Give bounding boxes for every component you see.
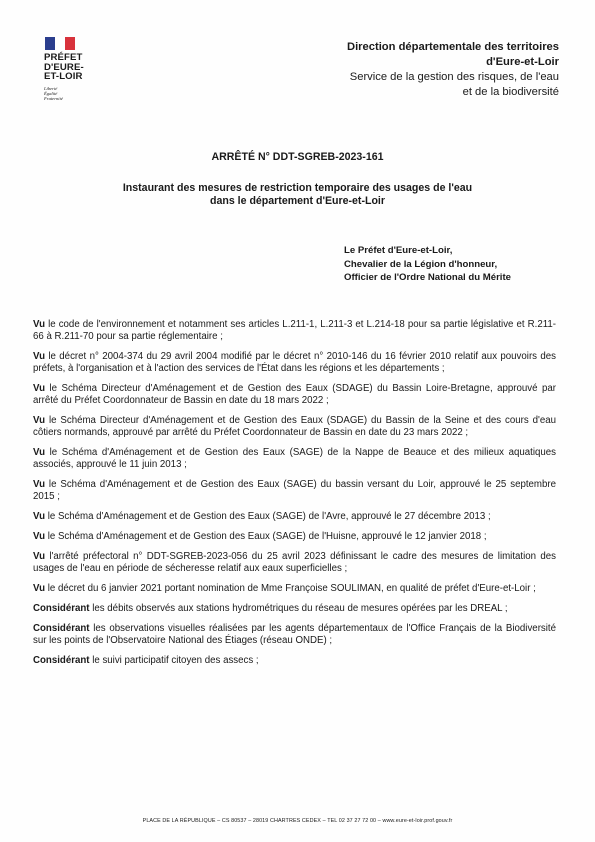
logo-title-line: PRÉFET: [44, 52, 83, 63]
considerant-keyword: Considérant: [33, 655, 90, 667]
prefet-line: Chevalier de la Légion d'honneur,: [344, 258, 498, 270]
prefet-line: Officier de l'Ordre National du Mérite: [344, 272, 512, 283]
arrete-title: [0, 182, 595, 208]
considerant-keyword: Vu: [33, 551, 46, 563]
logo-title: [44, 53, 104, 82]
considerant-paragraph: [33, 531, 556, 543]
considerant-keyword: Vu: [33, 531, 46, 543]
motto-line: Liberté: [44, 85, 58, 91]
considerant-text: le Schéma d'Aménagement et de Gestion des Eaux (SAGE) du bassin versant du Loir, approuvé le 25 septembre 2015 ;: [33, 479, 556, 502]
considerant-paragraph: [33, 655, 556, 667]
considerant-paragraph: [33, 447, 556, 471]
considerant-text: le code de l'environnement et notamment ses articles L.211-1, L.211-3 et L.214-18 pour sa partie législative et R.211-66 à R.211-70 pour sa partie réglementaire ;: [33, 319, 556, 342]
considerant-text: le décret n° 2004-374 du 29 avril 2004 modifié par le décret n° 2010-146 du 16 février 2010 relatif aux pouvoirs des préfets, à l'organisation et à l'action des services de l'État dans les régions et les départements ;: [33, 351, 556, 374]
considerant-keyword: Vu: [33, 511, 46, 522]
arrete-number: ARRÊTÉ N° DDT-SGREB-2023-161: [211, 151, 384, 163]
considerant-text: le suivi participatif citoyen des assecs ;: [89, 655, 259, 667]
page-footer: PLACE DE LA RÉPUBLIQUE – CS 80537 – 28019 CHARTRES CEDEX – TEL 02 37 27 72 00 – www.eure-et-loir.prof.gouv.fr: [142, 818, 453, 824]
considerant-text: le décret du 6 janvier 2021 portant nomination de Mme Françoise SOULIMAN, en qualité de préfet d'Eure-et-Loir ;: [45, 583, 536, 595]
considerant-paragraph: [33, 583, 556, 595]
considerant-keyword: Vu: [33, 319, 46, 330]
prefecture-logo: [44, 37, 104, 101]
republic-motto: [44, 86, 104, 101]
considerant-text: le Schéma d'Aménagement et de Gestion des Eaux (SAGE) de la Nappe de Beauce et des milieux aquatiques associés, approuvé le 11 juin 2013 ;: [33, 447, 556, 470]
considerant-paragraph: [33, 319, 556, 343]
service-line: d'Eure-et-Loir: [486, 56, 559, 68]
considerant-text: le Schéma Directeur d'Aménagement et de Gestion des Eaux (SDAGE) du Bassin de la Seine et des cours d'eau côtiers normands, approuvé par arrêté du Préfet Coordonnateur de Bassin en date du 23 mars 2022 ;: [33, 415, 556, 438]
considerant-paragraph: [33, 479, 556, 503]
motto-line: Égalité: [44, 90, 58, 96]
arrete-title-line: Instaurant des mesures de restriction temporaire des usages de l'eau: [122, 182, 473, 194]
arrete-title-line: dans le département d'Eure-et-Loir: [210, 195, 385, 207]
considerant-text: les observations visuelles réalisées par les agents départementaux de l'Office Français de la Biodiversité sur les points de l'Observatoire National des Étiages (réseau ONDE) ;: [33, 623, 556, 647]
considerant-text: le Schéma Directeur d'Aménagement et de Gestion des Eaux (SDAGE) du Bassin Loire-Bretagne, approuvé par arrêté du Préfet Coordonnateur de Bassin en date du 18 mars 2022 ;: [33, 383, 556, 406]
prefet-titles: [344, 244, 511, 285]
considerant-keyword: Vu: [33, 447, 46, 458]
french-flag-icon: [45, 37, 75, 50]
service-line: Direction départementale des territoires: [346, 41, 559, 53]
considerant-paragraph: [33, 383, 556, 407]
service-line: Service de la gestion des risques, de l'eau: [349, 71, 559, 83]
considerant-paragraph: [33, 603, 556, 615]
considerant-keyword: Considérant: [33, 603, 90, 615]
prefet-line: Le Préfet d'Eure-et-Loir,: [344, 245, 453, 256]
considerant-text: les débits observés aux stations hydrométriques du réseau de mesures opérées par les DREAL ;: [89, 603, 508, 615]
considerant-text: le Schéma d'Aménagement et de Gestion des Eaux (SAGE) de l'Avre, approuvé le 27 décembre 2013 ;: [45, 511, 491, 522]
logo-title-line: ET-LOIR: [44, 71, 83, 83]
considerant-text: l'arrêté préfectoral n° DDT-SGREB-2023-056 du 25 avril 2023 définissant le cadre des mesures de limitation des usages de l'eau en période de sécheresse relatif aux eaux superficielles ;: [33, 551, 556, 575]
considerant-keyword: Vu: [33, 351, 46, 362]
considerant-keyword: Considérant: [33, 623, 90, 635]
considerant-paragraph: [33, 415, 556, 439]
considerant-paragraph: [33, 351, 556, 375]
considerant-paragraph: [33, 551, 556, 575]
considerant-keyword: Vu: [33, 415, 46, 426]
logo-title-line: D'EURE-: [44, 61, 84, 73]
issuing-service: [347, 40, 559, 100]
considerant-keyword: Vu: [33, 383, 46, 394]
motto-line: Fraternité: [44, 95, 63, 101]
service-line: et de la biodiversité: [462, 86, 559, 98]
considerant-paragraph: [33, 511, 556, 523]
considerants-list: [33, 319, 556, 675]
considerant-keyword: Vu: [33, 583, 46, 595]
considerant-paragraph: [33, 623, 556, 647]
considerant-keyword: Vu: [33, 479, 46, 490]
considerant-text: le Schéma d'Aménagement et de Gestion des Eaux (SAGE) de l'Huisne, approuvé le 12 janvier 2018 ;: [45, 531, 487, 543]
